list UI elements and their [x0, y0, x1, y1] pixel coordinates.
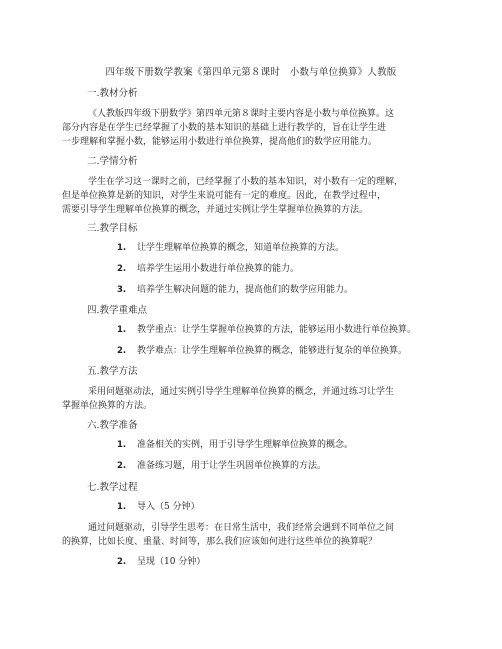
paragraph-line: 但是单位换算是新的知识，对学生来说可能有一定的难度。因此，在教学过程中， [62, 191, 387, 201]
section-heading-key-difficult-points: 四.教学重难点 [87, 305, 148, 316]
paragraph-line: 一步理解和掌握小数，能够运用小数进行单位换算，提高他们的数学应用能力。 [62, 137, 378, 147]
section-heading-student-analysis: 二.学情分析 [87, 156, 138, 167]
list-number: 1. [117, 243, 127, 253]
paragraph-student-analysis-cont [62, 189, 438, 217]
paragraph-teaching-methods-cont [62, 399, 438, 413]
list-text: 教学重点：让学生掌握单位换算的方法，能够运用小数进行单位换算。 [137, 325, 417, 335]
list-number: 3. [117, 285, 127, 295]
list-item-objective-2 [117, 263, 299, 276]
paragraph-student-analysis [88, 175, 448, 189]
list-number: 1. [117, 502, 127, 512]
document-title: 四年级下册数学教案《第四单元第８课时 小数与单位换算》人教版 [105, 67, 397, 78]
paragraph-line: 采用问题驱动法，通过实例引导学生理解单位换算的概念，并通过练习让学生 [88, 387, 395, 397]
list-item-preparation-2 [117, 460, 326, 473]
paragraph-introduction-cont [62, 535, 438, 549]
list-text: 准备练习题，用于让学生巩固单位换算的方法。 [137, 461, 327, 471]
list-number: 2. [117, 346, 127, 356]
list-number: 2. [117, 264, 127, 274]
paragraph-line: 《人教版四年级下册数学》第四单元第８课时主要内容是小数与单位换算。这 [88, 109, 395, 119]
section-heading-teaching-material-analysis: 一.教材分析 [87, 88, 138, 99]
list-item-preparation-1 [117, 439, 353, 452]
list-item-key-point [117, 324, 416, 337]
list-text: 培养学生解决问题的能力，提高他们的数学应用能力。 [137, 285, 354, 295]
paragraph-line: 的换算，比如长度、重量、时间等，那么我们应该如何进行这些单位的换算呢？ [62, 537, 378, 547]
list-item-process-1 [117, 501, 200, 514]
paragraph-line: 掌握单位换算的方法。 [62, 401, 153, 411]
paragraph-introduction [88, 521, 448, 535]
paragraph-line: 部分内容是在学生已经掌握了小数的基本知识的基础上进行教学的，旨在让学生进 [62, 123, 387, 133]
section-heading-teaching-objectives: 三.教学目标 [87, 223, 138, 234]
list-number: 2. [117, 461, 127, 471]
paragraph-teaching-methods [88, 385, 448, 399]
list-text: 培养学生运用小数进行单位换算的能力。 [137, 264, 300, 274]
list-text: 教学难点：让学生理解单位换算的概念，能够进行复杂的单位换算。 [137, 346, 408, 356]
paragraph-line: 通过问题驱动，引导学生思考：在日常生活中，我们经常会遇到不同单位之间 [88, 523, 395, 533]
paragraph-line: 学生在学习这一课时之前，已经掌握了小数的基本知识，对小数有一定的理解， [88, 177, 404, 187]
paragraph-teaching-material-analysis [88, 107, 448, 121]
section-heading-teaching-process: 七.教学过程 [87, 482, 138, 493]
section-heading-teaching-methods: 五.教学方法 [87, 366, 138, 377]
list-item-process-2 [117, 556, 205, 569]
list-text: 准备相关的实例，用于引导学生理解单位换算的概念。 [137, 440, 354, 450]
list-item-objective-3 [117, 284, 353, 297]
list-item-objective-1 [117, 242, 344, 255]
list-number: 1. [117, 325, 127, 335]
list-number: 2. [117, 557, 127, 567]
list-text: 导入（5 分钟） [137, 502, 200, 512]
section-heading-teaching-preparation: 六.教学准备 [87, 420, 138, 431]
list-text: 让学生理解单位换算的概念，知道单位换算的方法。 [137, 243, 345, 253]
list-item-difficult-point [117, 345, 407, 358]
paragraph-teaching-material-analysis-cont [62, 121, 438, 149]
list-number: 1. [117, 440, 127, 450]
list-text: 呈现（10 分钟） [137, 557, 206, 567]
paragraph-line: 需要引导学生理解单位换算的概念，并通过实例让学生掌握单位换算的方法。 [62, 205, 369, 215]
